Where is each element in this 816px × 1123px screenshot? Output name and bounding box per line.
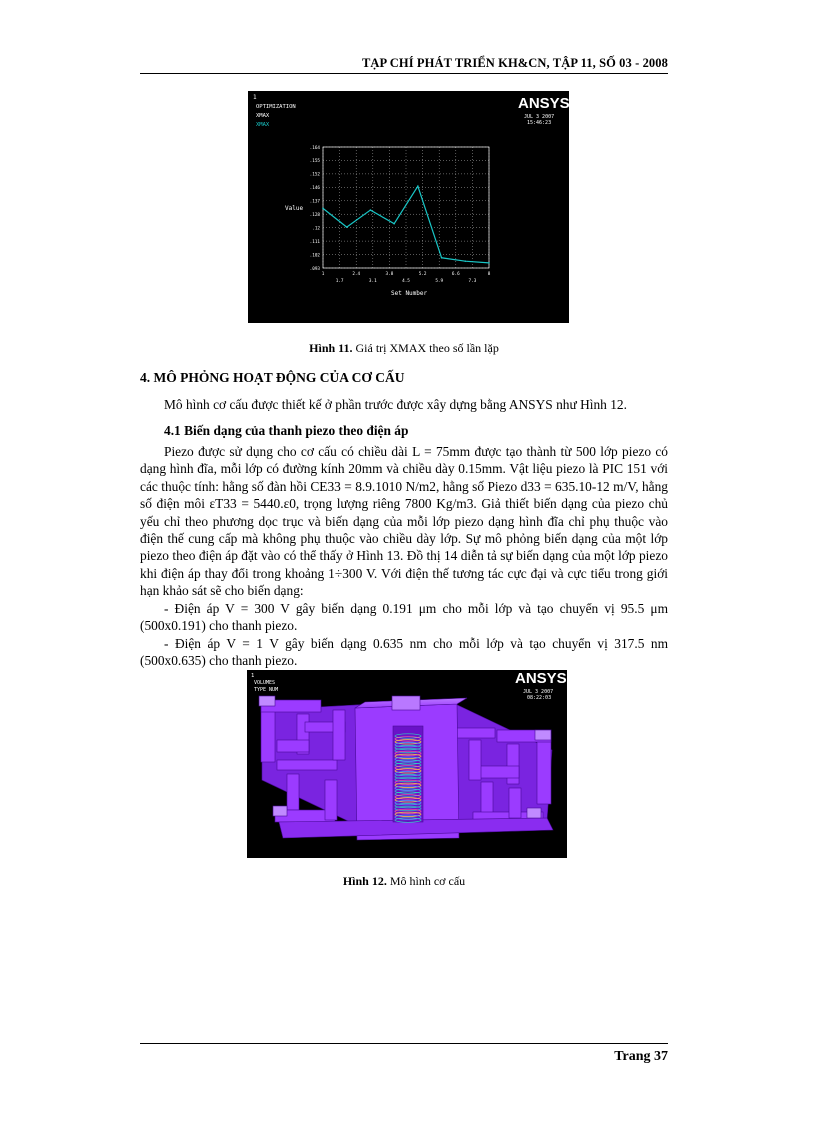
plot-area (310, 145, 491, 284)
section-4-heading: 4. MÔ PHỎNG HOẠT ĐỘNG CỦA CƠ CẤU (140, 370, 405, 385)
model-title-line-2: TYPE NUM (254, 687, 279, 693)
plot-date: JUL 3 2007 (524, 114, 555, 120)
ansys-logo: ANSYS (518, 95, 569, 112)
footer-rule (140, 1043, 668, 1044)
y-tick-label: .146 (309, 186, 320, 192)
bullet-300v: - Điện áp V = 300 V gây biến dạng 0.191 μm cho mỗi lớp và tạo chuyển vị 95.5 μm (500x0.191) cho thanh piezo. (140, 601, 668, 634)
data-point (346, 226, 348, 228)
xmax-line-chart (248, 91, 569, 323)
figure-11-plot (248, 91, 569, 323)
data-point (370, 209, 372, 211)
y-tick-label: .152 (309, 172, 320, 178)
y-tick-label: .093 (309, 266, 320, 272)
window-number: 1 (251, 673, 255, 679)
mechanism-body (259, 696, 553, 840)
model-title-line-1: VOLUMES (254, 680, 276, 686)
x-tick-label: 5.2 (418, 272, 427, 277)
y-axis-label: Value (285, 205, 304, 212)
figure-12-model (247, 670, 567, 858)
mechanism-3d-model (247, 670, 567, 858)
y-tick-label: .12 (312, 226, 320, 232)
y-tick-label: .155 (309, 159, 320, 165)
x-tick-label: 3.1 (368, 279, 377, 284)
x-tick-label: 1.7 (335, 279, 344, 284)
series-line-xmax (323, 186, 489, 263)
x-tick-label: 8 (487, 272, 491, 277)
y-tick-label: .102 (309, 253, 320, 259)
figure-12-caption-label: Hình 12. (342, 874, 387, 888)
figure-12-caption-text: Mô hình cơ cấu (386, 874, 466, 888)
figure-12-caption (140, 874, 668, 889)
legend-series-label: XMAX (256, 122, 270, 128)
figure-11-caption-text: Giá trị XMAX theo số lần lặp (352, 341, 499, 355)
model-date: JUL 3 2007 (523, 689, 554, 695)
journal-header: TẠP CHÍ PHÁT TRIỂN KH&CN, TẬP 11, SỐ 03 - 2008 (361, 56, 668, 70)
window-number: 1 (253, 94, 257, 101)
y-tick-label: .128 (309, 213, 320, 219)
y-tick-label: .164 (309, 145, 320, 151)
plot-title-line-2: XMAX (256, 113, 270, 119)
y-tick-label: .111 (309, 239, 320, 245)
section-4-intro: Mô hình cơ cấu được thiết kế ở phần trước được xây dựng bằng ANSYS như Hình 12. (164, 397, 627, 412)
section-4-1-paragraph: Piezo được sử dụng cho cơ cấu có chiều dài L = 75mm được tạo thành từ 500 lớp piezo có dạng hình đĩa, mỗi lớp có đường kính 20mm và chiều dày 0.15mm. Vật liệu piezo là PIC 151 với các thuộc tính: hằng số đàn hồi CE33 = 8.9.1010 N/m2, hằng số Piezo d33 = 635.10-12 m/V, hằng số điện môi εT33 = 5440.ε0, trọng lượng riêng 7800 Kg/m3. Giả thiết biến dạng của piezo chủ yếu chỉ theo phương dọc trục và biến dạng của mỗi lớp piezo dạng hình đĩa chỉ phụ thuộc vào điện thế cung cấp mà không phụ thuộc vào chiều dày lớp. Sự mô phỏng biến dạng của một lớp piezo theo điện áp đặt vào có thể thấy ở Hình 13. Đồ thị 14 diễn tả sự biến dạng của một lớp piezo khi điện áp thay đổi trong khoảng 1÷300 V. Với điện thế tương tác cực đại và cực tiểu trong giới hạn khảo sát sẽ cho biến dạng: (140, 444, 668, 599)
plot-title-line-1: OPTIMIZATION (256, 104, 296, 110)
data-point (488, 262, 490, 264)
x-axis-label: Set Number (391, 290, 428, 297)
data-point (464, 260, 466, 262)
section-4-1-heading: 4.1 Biến dạng của thanh piezo theo điện áp (164, 423, 409, 438)
data-point (441, 257, 443, 259)
figure-11-caption-label: Hình 11. (309, 341, 353, 355)
figure-11-caption (140, 341, 668, 356)
x-tick-label: 5.9 (435, 279, 444, 284)
data-point (322, 208, 324, 210)
data-point (417, 185, 419, 187)
header-rule (140, 73, 668, 74)
data-point (393, 223, 395, 225)
y-tick-label: .137 (309, 199, 320, 205)
bullet-1v: - Điện áp V = 1 V gây biến dạng 0.635 nm cho mỗi lớp và tạo chuyển vị 317.5 nm (500x0.635) cho thanh piezo. (140, 636, 668, 669)
plot-time: 15:46:23 (527, 120, 552, 126)
x-tick-label: 7.3 (468, 279, 477, 284)
ansys-logo: ANSYS (515, 670, 567, 687)
x-tick-label: 1 (321, 272, 325, 277)
x-tick-label: 3.8 (385, 272, 394, 277)
page-number: Trang 37 (614, 1049, 668, 1064)
x-tick-label: 6.6 (451, 272, 460, 277)
model-time: 08:22:03 (527, 695, 552, 701)
x-tick-label: 4.5 (402, 279, 410, 284)
x-tick-label: 2.4 (352, 272, 361, 277)
